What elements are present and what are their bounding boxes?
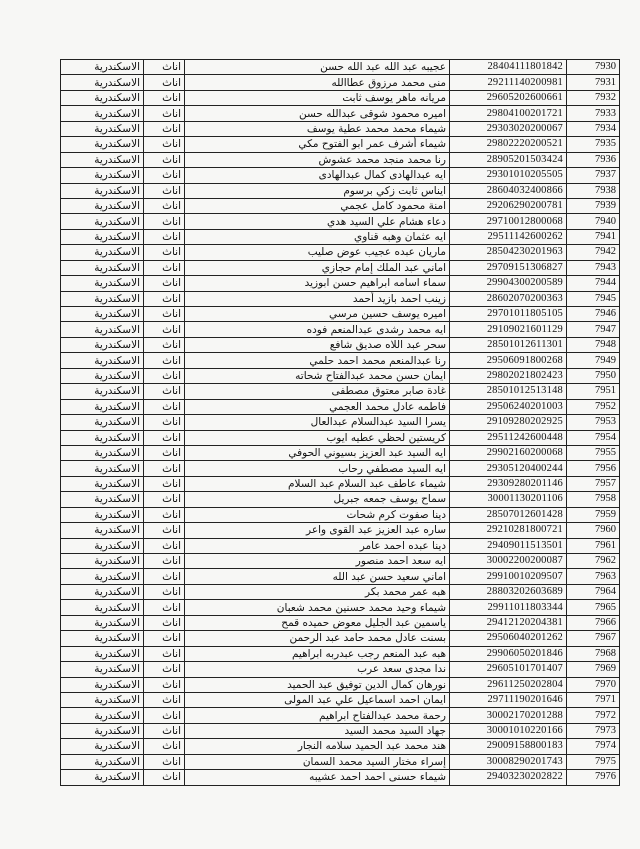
governorate-cell: الاسكندرية	[61, 168, 144, 183]
table-row	[61, 692, 620, 707]
name-cell: سماء اسامه ابراهيم حسن ابوزيد	[185, 276, 450, 291]
gender-cell: اناث	[144, 569, 185, 584]
gender-cell: اناث	[144, 723, 185, 738]
gender-cell: اناث	[144, 415, 185, 430]
gender-cell: اناث	[144, 646, 185, 661]
serial-number-cell: 7973	[567, 723, 620, 738]
name-cell: شيماء حسنى احمد احمد عشيبه	[185, 770, 450, 785]
name-cell: اميره يوسف حسين مرسي	[185, 307, 450, 322]
table-row	[61, 415, 620, 430]
table-row	[61, 770, 620, 785]
gender-cell: اناث	[144, 214, 185, 229]
governorate-cell: الاسكندرية	[61, 723, 144, 738]
gender-cell: اناث	[144, 430, 185, 445]
national-id-cell: 29611250202804	[450, 677, 567, 692]
governorate-cell: الاسكندرية	[61, 399, 144, 414]
gender-cell: اناث	[144, 461, 185, 476]
table-row	[61, 276, 620, 291]
gender-cell: اناث	[144, 152, 185, 167]
governorate-cell: الاسكندرية	[61, 600, 144, 615]
national-id-cell: 29511142600262	[450, 229, 567, 244]
national-id-cell: 29802021802423	[450, 368, 567, 383]
governorate-cell: الاسكندرية	[61, 245, 144, 260]
national-id-cell: 29804100201721	[450, 106, 567, 121]
national-id-cell: 28501012611301	[450, 337, 567, 352]
gender-cell: اناث	[144, 229, 185, 244]
national-id-cell: 29206290200781	[450, 198, 567, 213]
table-row	[61, 183, 620, 198]
national-id-cell: 29605202600661	[450, 90, 567, 105]
governorate-cell: الاسكندرية	[61, 770, 144, 785]
table-row	[61, 523, 620, 538]
table-row	[61, 538, 620, 553]
national-id-cell: 28504230201963	[450, 245, 567, 260]
name-cell: هند محمد عبد الحميد سلامه النجار	[185, 739, 450, 754]
gender-cell: اناث	[144, 245, 185, 260]
serial-number-cell: 7945	[567, 291, 620, 306]
governorate-cell: الاسكندرية	[61, 415, 144, 430]
table-row	[61, 662, 620, 677]
name-cell: اماني عبد الملك إمام حجازي	[185, 260, 450, 275]
national-id-cell: 28604032400866	[450, 183, 567, 198]
gender-cell: اناث	[144, 183, 185, 198]
governorate-cell: الاسكندرية	[61, 90, 144, 105]
name-cell: إسراء مختار السيد محمد السمان	[185, 754, 450, 769]
governorate-cell: الاسكندرية	[61, 137, 144, 152]
serial-number-cell: 7949	[567, 353, 620, 368]
gender-cell: اناث	[144, 677, 185, 692]
gender-cell: اناث	[144, 168, 185, 183]
gender-cell: اناث	[144, 137, 185, 152]
name-cell: يسرا السيد عبدالسلام عبدالعال	[185, 415, 450, 430]
serial-number-cell: 7968	[567, 646, 620, 661]
serial-number-cell: 7934	[567, 121, 620, 136]
governorate-cell: الاسكندرية	[61, 492, 144, 507]
governorate-cell: الاسكندرية	[61, 708, 144, 723]
serial-number-cell: 7959	[567, 507, 620, 522]
governorate-cell: الاسكندرية	[61, 260, 144, 275]
national-id-cell: 29711190201646	[450, 692, 567, 707]
governorate-cell: الاسكندرية	[61, 754, 144, 769]
gender-cell: اناث	[144, 631, 185, 646]
name-cell: فاطمه عادل محمد العجمي	[185, 399, 450, 414]
table-row	[61, 384, 620, 399]
table-row	[61, 445, 620, 460]
name-cell: منى محمد مرزوق عطاالله	[185, 75, 450, 90]
name-cell: جهاد السيد محمد السيد	[185, 723, 450, 738]
governorate-cell: الاسكندرية	[61, 662, 144, 677]
table-row	[61, 615, 620, 630]
national-id-cell: 29403230202822	[450, 770, 567, 785]
national-id-cell: 29902160200068	[450, 445, 567, 460]
serial-number-cell: 7966	[567, 615, 620, 630]
gender-cell: اناث	[144, 615, 185, 630]
national-id-cell: 29109280202925	[450, 415, 567, 430]
governorate-cell: الاسكندرية	[61, 229, 144, 244]
governorate-cell: الاسكندرية	[61, 430, 144, 445]
serial-number-cell: 7974	[567, 739, 620, 754]
gender-cell: اناث	[144, 600, 185, 615]
serial-number-cell: 7960	[567, 523, 620, 538]
serial-number-cell: 7971	[567, 692, 620, 707]
gender-cell: اناث	[144, 739, 185, 754]
gender-cell: اناث	[144, 399, 185, 414]
governorate-cell: الاسكندرية	[61, 368, 144, 383]
name-cell: شيماء محمد محمد عطية يوسف	[185, 121, 450, 136]
serial-number-cell: 7933	[567, 106, 620, 121]
national-id-cell: 29409011513501	[450, 538, 567, 553]
national-id-cell: 29211140200981	[450, 75, 567, 90]
governorate-cell: الاسكندرية	[61, 384, 144, 399]
table-row	[61, 90, 620, 105]
national-id-cell: 30001130201106	[450, 492, 567, 507]
national-id-cell: 29802220200521	[450, 137, 567, 152]
gender-cell: اناث	[144, 476, 185, 491]
gender-cell: اناث	[144, 322, 185, 337]
serial-number-cell: 7963	[567, 569, 620, 584]
national-id-cell: 28602070200363	[450, 291, 567, 306]
name-cell: ساره عبد العزيز عبد القوى واعر	[185, 523, 450, 538]
table-row	[61, 106, 620, 121]
name-cell: رحمة محمد عبدالفتاح ابراهيم	[185, 708, 450, 723]
name-cell: ايه سعد احمد منصور	[185, 554, 450, 569]
name-cell: ايه عثمان وهبه قناوي	[185, 229, 450, 244]
governorate-cell: الاسكندرية	[61, 291, 144, 306]
table-row	[61, 307, 620, 322]
governorate-cell: الاسكندرية	[61, 353, 144, 368]
gender-cell: اناث	[144, 554, 185, 569]
serial-number-cell: 7935	[567, 137, 620, 152]
name-cell: ايناس ثابت زكي برسوم	[185, 183, 450, 198]
gender-cell: اناث	[144, 60, 185, 75]
serial-number-cell: 7953	[567, 415, 620, 430]
table-row	[61, 631, 620, 646]
name-cell: ايمان حسن محمد عبدالفتاح شحاته	[185, 368, 450, 383]
national-id-cell: 29309280201146	[450, 476, 567, 491]
gender-cell: اناث	[144, 307, 185, 322]
serial-number-cell: 7932	[567, 90, 620, 105]
name-cell: ايه عبدالهادى كمال عبدالهادى	[185, 168, 450, 183]
governorate-cell: الاسكندرية	[61, 183, 144, 198]
roster-table	[60, 59, 620, 786]
name-cell: بسنت عادل محمد حامد عبد الرحمن	[185, 631, 450, 646]
table-row	[61, 600, 620, 615]
governorate-cell: الاسكندرية	[61, 198, 144, 213]
serial-number-cell: 7970	[567, 677, 620, 692]
gender-cell: اناث	[144, 106, 185, 121]
table-row	[61, 399, 620, 414]
table-row	[61, 461, 620, 476]
serial-number-cell: 7954	[567, 430, 620, 445]
national-id-cell: 30008290201743	[450, 754, 567, 769]
governorate-cell: الاسكندرية	[61, 476, 144, 491]
name-cell: دينا صفوت كرم شحات	[185, 507, 450, 522]
national-id-cell: 29911011803344	[450, 600, 567, 615]
gender-cell: اناث	[144, 538, 185, 553]
governorate-cell: الاسكندرية	[61, 523, 144, 538]
table-row	[61, 739, 620, 754]
serial-number-cell: 7961	[567, 538, 620, 553]
national-id-cell: 30002200200087	[450, 554, 567, 569]
national-id-cell: 28803202603689	[450, 584, 567, 599]
governorate-cell: الاسكندرية	[61, 507, 144, 522]
name-cell: مريانه ماهر يوسف ثابت	[185, 90, 450, 105]
national-id-cell: 30002170201288	[450, 708, 567, 723]
national-id-cell: 28501012513148	[450, 384, 567, 399]
name-cell: سماح يوسف جمعه جبريل	[185, 492, 450, 507]
governorate-cell: الاسكندرية	[61, 276, 144, 291]
serial-number-cell: 7941	[567, 229, 620, 244]
table-row	[61, 584, 620, 599]
serial-number-cell: 7962	[567, 554, 620, 569]
table-row	[61, 168, 620, 183]
national-id-cell: 29210281800721	[450, 523, 567, 538]
table-row	[61, 137, 620, 152]
serial-number-cell: 7957	[567, 476, 620, 491]
table-row	[61, 723, 620, 738]
serial-number-cell: 7944	[567, 276, 620, 291]
table-row	[61, 554, 620, 569]
serial-number-cell: 7947	[567, 322, 620, 337]
governorate-cell: الاسكندرية	[61, 214, 144, 229]
gender-cell: اناث	[144, 523, 185, 538]
national-id-cell: 29506091800268	[450, 353, 567, 368]
serial-number-cell: 7937	[567, 168, 620, 183]
name-cell: امنة محمود كامل عجمي	[185, 198, 450, 213]
serial-number-cell: 7967	[567, 631, 620, 646]
gender-cell: اناث	[144, 662, 185, 677]
name-cell: نورهان كمال الدين توفيق عبد الحميد	[185, 677, 450, 692]
table-row	[61, 198, 620, 213]
gender-cell: اناث	[144, 337, 185, 352]
gender-cell: اناث	[144, 692, 185, 707]
governorate-cell: الاسكندرية	[61, 307, 144, 322]
serial-number-cell: 7931	[567, 75, 620, 90]
serial-number-cell: 7940	[567, 214, 620, 229]
gender-cell: اناث	[144, 384, 185, 399]
gender-cell: اناث	[144, 445, 185, 460]
name-cell: ايه السيد عبد العزيز بسيوني الحوفي	[185, 445, 450, 460]
serial-number-cell: 7976	[567, 770, 620, 785]
governorate-cell: الاسكندرية	[61, 445, 144, 460]
serial-number-cell: 7965	[567, 600, 620, 615]
name-cell: هبه عمر محمد بكر	[185, 584, 450, 599]
governorate-cell: الاسكندرية	[61, 152, 144, 167]
name-cell: سحر عبد اللاه صديق شافع	[185, 337, 450, 352]
national-id-cell: 29305120400244	[450, 461, 567, 476]
table-row	[61, 260, 620, 275]
gender-cell: اناث	[144, 754, 185, 769]
gender-cell: اناث	[144, 353, 185, 368]
serial-number-cell: 7939	[567, 198, 620, 213]
gender-cell: اناث	[144, 291, 185, 306]
gender-cell: اناث	[144, 770, 185, 785]
governorate-cell: الاسكندرية	[61, 60, 144, 75]
national-id-cell: 29910010209507	[450, 569, 567, 584]
name-cell: هبه عبد المنعم رجب عبدربه ابراهيم	[185, 646, 450, 661]
table-row	[61, 152, 620, 167]
governorate-cell: الاسكندرية	[61, 106, 144, 121]
name-cell: دينا عبده احمد عامر	[185, 538, 450, 553]
gender-cell: اناث	[144, 121, 185, 136]
name-cell: ايه السيد مصطفي رحاب	[185, 461, 450, 476]
table-row	[61, 245, 620, 260]
national-id-cell: 29511242600448	[450, 430, 567, 445]
name-cell: رنا عبدالمنعم محمد احمد حلمي	[185, 353, 450, 368]
name-cell: شيماء عاطف عبد السلام عبد السلام	[185, 476, 450, 491]
table-row	[61, 492, 620, 507]
name-cell: شيماء وحيد محمد حسنين محمد شعبان	[185, 600, 450, 615]
serial-number-cell: 7938	[567, 183, 620, 198]
table-row	[61, 677, 620, 692]
name-cell: غادة صابر معتوق مصطفى	[185, 384, 450, 399]
governorate-cell: الاسكندرية	[61, 631, 144, 646]
table-row	[61, 646, 620, 661]
name-cell: ندا مجدى سعد عرب	[185, 662, 450, 677]
national-id-cell: 29701011805105	[450, 307, 567, 322]
name-cell: ايه محمد رشدى عبدالمنعم فوده	[185, 322, 450, 337]
gender-cell: اناث	[144, 75, 185, 90]
table-row	[61, 708, 620, 723]
name-cell: ياسمين عبد الجليل معوض حميده قمح	[185, 615, 450, 630]
serial-number-cell: 7943	[567, 260, 620, 275]
name-cell: اميره محمود شوقى عبدالله حسن	[185, 106, 450, 121]
name-cell: ايمان احمد اسماعيل علي عبد المولى	[185, 692, 450, 707]
serial-number-cell: 7958	[567, 492, 620, 507]
national-id-cell: 29109021601129	[450, 322, 567, 337]
table-row	[61, 214, 620, 229]
serial-number-cell: 7936	[567, 152, 620, 167]
governorate-cell: الاسكندرية	[61, 461, 144, 476]
roster-table-body	[61, 60, 620, 786]
governorate-cell: الاسكندرية	[61, 75, 144, 90]
name-cell: دعاء هشام علي السيد هدي	[185, 214, 450, 229]
national-id-cell: 29412120204381	[450, 615, 567, 630]
national-id-cell: 29710012800068	[450, 214, 567, 229]
serial-number-cell: 7951	[567, 384, 620, 399]
table-row	[61, 430, 620, 445]
serial-number-cell: 7942	[567, 245, 620, 260]
table-row	[61, 353, 620, 368]
serial-number-cell: 7950	[567, 368, 620, 383]
national-id-cell: 28507012601428	[450, 507, 567, 522]
national-id-cell: 28905201503424	[450, 152, 567, 167]
gender-cell: اناث	[144, 260, 185, 275]
serial-number-cell: 7956	[567, 461, 620, 476]
table-row	[61, 75, 620, 90]
national-id-cell: 29709151306827	[450, 260, 567, 275]
name-cell: زينب احمد بازيد أحمد	[185, 291, 450, 306]
serial-number-cell: 7955	[567, 445, 620, 460]
table-row	[61, 291, 620, 306]
table-row	[61, 337, 620, 352]
table-row	[61, 121, 620, 136]
gender-cell: اناث	[144, 708, 185, 723]
national-id-cell: 29906050201846	[450, 646, 567, 661]
governorate-cell: الاسكندرية	[61, 337, 144, 352]
national-id-cell: 29904300200589	[450, 276, 567, 291]
table-row	[61, 229, 620, 244]
serial-number-cell: 7946	[567, 307, 620, 322]
governorate-cell: الاسكندرية	[61, 646, 144, 661]
national-id-cell: 29301010205505	[450, 168, 567, 183]
name-cell: رنا محمد منجد محمد عشوش	[185, 152, 450, 167]
governorate-cell: الاسكندرية	[61, 554, 144, 569]
gender-cell: اناث	[144, 90, 185, 105]
national-id-cell: 29009158800183	[450, 739, 567, 754]
table-row	[61, 368, 620, 383]
gender-cell: اناث	[144, 492, 185, 507]
serial-number-cell: 7964	[567, 584, 620, 599]
national-id-cell: 29506240201003	[450, 399, 567, 414]
governorate-cell: الاسكندرية	[61, 584, 144, 599]
national-id-cell: 30001010220166	[450, 723, 567, 738]
serial-number-cell: 7969	[567, 662, 620, 677]
governorate-cell: الاسكندرية	[61, 615, 144, 630]
name-cell: كريستين لحظي عطيه ايوب	[185, 430, 450, 445]
table-row	[61, 476, 620, 491]
gender-cell: اناث	[144, 507, 185, 522]
governorate-cell: الاسكندرية	[61, 322, 144, 337]
gender-cell: اناث	[144, 584, 185, 599]
gender-cell: اناث	[144, 368, 185, 383]
serial-number-cell: 7952	[567, 399, 620, 414]
gender-cell: اناث	[144, 276, 185, 291]
table-row	[61, 60, 620, 75]
name-cell: ماريان عبده عجيب عوض صليب	[185, 245, 450, 260]
serial-number-cell: 7948	[567, 337, 620, 352]
governorate-cell: الاسكندرية	[61, 739, 144, 754]
roster-sheet	[60, 59, 616, 786]
governorate-cell: الاسكندرية	[61, 692, 144, 707]
name-cell: عجيبه عبد الله عبد الله حسن	[185, 60, 450, 75]
serial-number-cell: 7930	[567, 60, 620, 75]
governorate-cell: الاسكندرية	[61, 538, 144, 553]
table-row	[61, 322, 620, 337]
table-row	[61, 507, 620, 522]
national-id-cell: 28404111801842	[450, 60, 567, 75]
table-row	[61, 754, 620, 769]
national-id-cell: 29605101701407	[450, 662, 567, 677]
name-cell: شيماء أشرف عمر ابو الفتوح مكي	[185, 137, 450, 152]
national-id-cell: 29506040201262	[450, 631, 567, 646]
governorate-cell: الاسكندرية	[61, 569, 144, 584]
gender-cell: اناث	[144, 198, 185, 213]
governorate-cell: الاسكندرية	[61, 677, 144, 692]
table-row	[61, 569, 620, 584]
name-cell: اماني سعيد حسن عبد الله	[185, 569, 450, 584]
serial-number-cell: 7975	[567, 754, 620, 769]
governorate-cell: الاسكندرية	[61, 121, 144, 136]
serial-number-cell: 7972	[567, 708, 620, 723]
national-id-cell: 29303020200067	[450, 121, 567, 136]
